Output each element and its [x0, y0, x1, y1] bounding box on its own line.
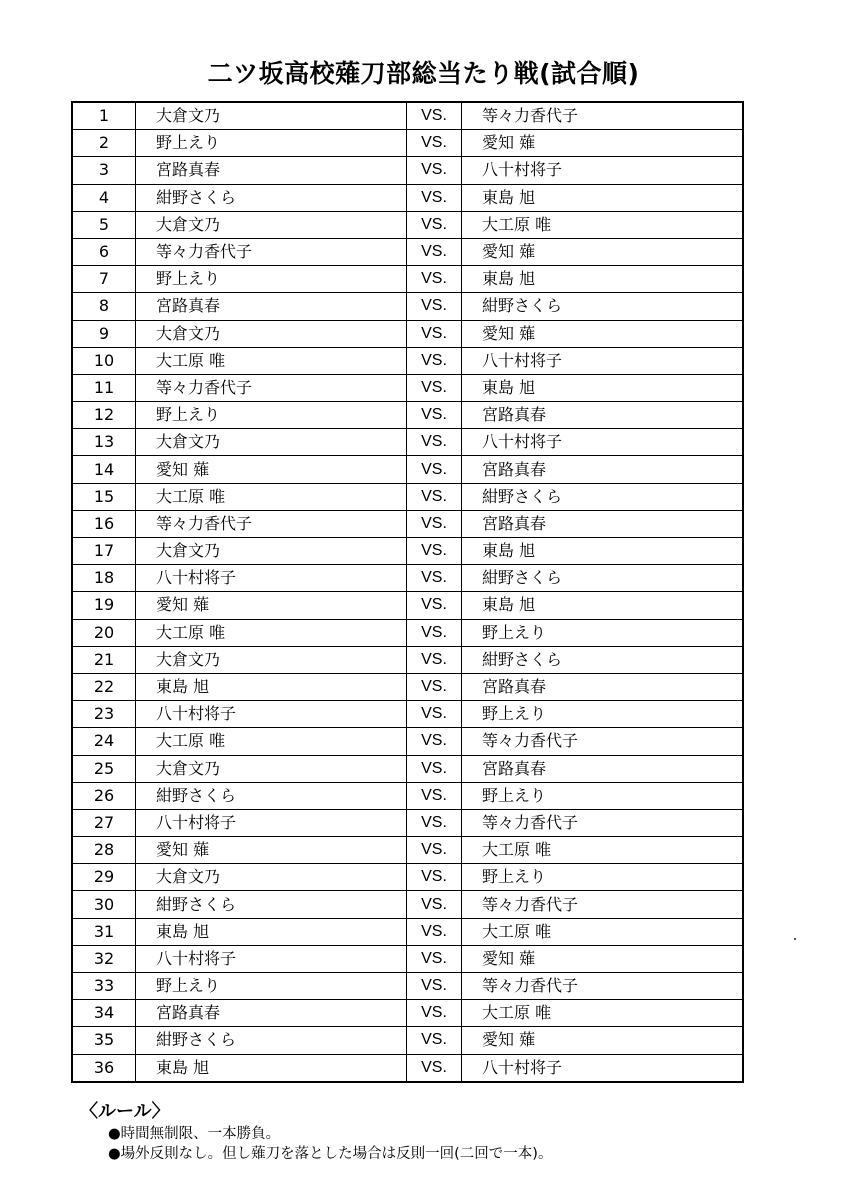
match-number: 2: [72, 130, 136, 157]
player-one-name: 宮路真春: [136, 157, 407, 184]
player-one-name: 紺野さくら: [136, 782, 407, 809]
table-row: [72, 755, 743, 782]
player-two-name: 愛知 薙: [462, 320, 744, 347]
player-one-name: 宮路真春: [136, 293, 407, 320]
player-one-name: 愛知 薙: [136, 592, 407, 619]
match-number: 33: [72, 973, 136, 1000]
match-number: 1: [72, 102, 136, 130]
table-row: [72, 184, 743, 211]
table-row: [72, 456, 743, 483]
vs-label: VS.: [407, 809, 462, 836]
vs-label: VS.: [407, 157, 462, 184]
player-two-name: 等々力香代子: [462, 891, 744, 918]
table-row: [72, 728, 743, 755]
player-two-name: 大工原 唯: [462, 1000, 744, 1027]
player-two-name: 紺野さくら: [462, 646, 744, 673]
match-number: 13: [72, 429, 136, 456]
match-schedule-body: [72, 102, 743, 1082]
player-two-name: 大工原 唯: [462, 211, 744, 238]
table-row: [72, 374, 743, 401]
match-number: 19: [72, 592, 136, 619]
table-row: [72, 809, 743, 836]
table-row: [72, 837, 743, 864]
rules-section: [80, 1100, 553, 1164]
match-number: 24: [72, 728, 136, 755]
vs-label: VS.: [407, 402, 462, 429]
table-row: [72, 293, 743, 320]
player-one-name: 宮路真春: [136, 1000, 407, 1027]
player-two-name: 愛知 薙: [462, 238, 744, 265]
match-number: 27: [72, 809, 136, 836]
player-one-name: 大倉文乃: [136, 429, 407, 456]
vs-label: VS.: [407, 456, 462, 483]
table-row: [72, 157, 743, 184]
match-number: 6: [72, 238, 136, 265]
table-row: [72, 565, 743, 592]
vs-label: VS.: [407, 592, 462, 619]
player-two-name: 宮路真春: [462, 402, 744, 429]
player-two-name: 東島 旭: [462, 374, 744, 401]
vs-label: VS.: [407, 701, 462, 728]
vs-label: VS.: [407, 510, 462, 537]
match-number: 25: [72, 755, 136, 782]
match-number: 30: [72, 891, 136, 918]
match-number: 22: [72, 673, 136, 700]
table-row: [72, 211, 743, 238]
player-two-name: 等々力香代子: [462, 728, 744, 755]
match-number: 32: [72, 945, 136, 972]
match-number: 21: [72, 646, 136, 673]
player-one-name: 東島 旭: [136, 918, 407, 945]
vs-label: VS.: [407, 1054, 462, 1082]
table-row: [72, 266, 743, 293]
vs-label: VS.: [407, 728, 462, 755]
match-schedule-table: [71, 101, 744, 1083]
vs-label: VS.: [407, 673, 462, 700]
table-row: [72, 918, 743, 945]
rule-item-time: ●時間無制限、一本勝負。: [108, 1126, 281, 1142]
vs-label: VS.: [407, 293, 462, 320]
match-number: 11: [72, 374, 136, 401]
player-two-name: 八十村将子: [462, 1054, 744, 1082]
vs-label: VS.: [407, 973, 462, 1000]
player-two-name: 大工原 唯: [462, 837, 744, 864]
table-row: [72, 130, 743, 157]
player-two-name: 野上えり: [462, 619, 744, 646]
match-number: 20: [72, 619, 136, 646]
vs-label: VS.: [407, 483, 462, 510]
player-two-name: 八十村将子: [462, 429, 744, 456]
table-row: [72, 673, 743, 700]
match-number: 35: [72, 1027, 136, 1054]
vs-label: VS.: [407, 565, 462, 592]
player-one-name: 等々力香代子: [136, 510, 407, 537]
match-number: 10: [72, 347, 136, 374]
player-two-name: 大工原 唯: [462, 918, 744, 945]
table-row: [72, 782, 743, 809]
match-number: 4: [72, 184, 136, 211]
player-one-name: 愛知 薙: [136, 837, 407, 864]
vs-label: VS.: [407, 646, 462, 673]
player-one-name: 大倉文乃: [136, 755, 407, 782]
vs-label: VS.: [407, 755, 462, 782]
vs-label: VS.: [407, 347, 462, 374]
match-number: 12: [72, 402, 136, 429]
player-two-name: 宮路真春: [462, 510, 744, 537]
vs-label: VS.: [407, 211, 462, 238]
player-two-name: 野上えり: [462, 864, 744, 891]
vs-label: VS.: [407, 837, 462, 864]
player-two-name: 愛知 薙: [462, 1027, 744, 1054]
match-number: 17: [72, 538, 136, 565]
player-two-name: 等々力香代子: [462, 973, 744, 1000]
table-row: [72, 891, 743, 918]
table-row: [72, 320, 743, 347]
vs-label: VS.: [407, 429, 462, 456]
table-row: [72, 1054, 743, 1082]
player-two-name: 東島 旭: [462, 538, 744, 565]
player-two-name: 八十村将子: [462, 157, 744, 184]
vs-label: VS.: [407, 945, 462, 972]
vs-label: VS.: [407, 102, 462, 130]
player-one-name: 大工原 唯: [136, 619, 407, 646]
player-one-name: 大倉文乃: [136, 646, 407, 673]
vs-label: VS.: [407, 1027, 462, 1054]
match-number: 9: [72, 320, 136, 347]
vs-label: VS.: [407, 918, 462, 945]
player-one-name: 野上えり: [136, 130, 407, 157]
table-row: [72, 402, 743, 429]
player-two-name: 東島 旭: [462, 266, 744, 293]
player-one-name: 大倉文乃: [136, 320, 407, 347]
table-row: [72, 619, 743, 646]
table-row: [72, 945, 743, 972]
vs-label: VS.: [407, 891, 462, 918]
table-row: [72, 483, 743, 510]
player-one-name: 野上えり: [136, 973, 407, 1000]
player-two-name: 紺野さくら: [462, 565, 744, 592]
table-row: [72, 701, 743, 728]
player-one-name: 東島 旭: [136, 1054, 407, 1082]
player-two-name: 等々力香代子: [462, 809, 744, 836]
match-number: 31: [72, 918, 136, 945]
table-row: [72, 538, 743, 565]
player-two-name: 野上えり: [462, 701, 744, 728]
vs-label: VS.: [407, 864, 462, 891]
match-number: 8: [72, 293, 136, 320]
rules-heading: 〈ルール〉: [80, 1101, 170, 1122]
player-one-name: 等々力香代子: [136, 374, 407, 401]
player-one-name: 大倉文乃: [136, 211, 407, 238]
table-row: [72, 646, 743, 673]
vs-label: VS.: [407, 130, 462, 157]
player-one-name: 大工原 唯: [136, 347, 407, 374]
player-one-name: 野上えり: [136, 402, 407, 429]
page-title: 二ツ坂高校薙刀部総当たり戦(試合順): [207, 59, 640, 88]
table-row: [72, 510, 743, 537]
vs-label: VS.: [407, 184, 462, 211]
table-row: [72, 864, 743, 891]
player-one-name: 東島 旭: [136, 673, 407, 700]
vs-label: VS.: [407, 374, 462, 401]
player-two-name: 愛知 薙: [462, 130, 744, 157]
vs-label: VS.: [407, 266, 462, 293]
player-two-name: 愛知 薙: [462, 945, 744, 972]
player-one-name: 紺野さくら: [136, 891, 407, 918]
match-number: 14: [72, 456, 136, 483]
player-one-name: 愛知 薙: [136, 456, 407, 483]
match-number: 36: [72, 1054, 136, 1082]
player-two-name: 紺野さくら: [462, 293, 744, 320]
player-two-name: 宮路真春: [462, 673, 744, 700]
player-one-name: 八十村将子: [136, 565, 407, 592]
match-number: 23: [72, 701, 136, 728]
player-two-name: 野上えり: [462, 782, 744, 809]
table-row: [72, 1000, 743, 1027]
match-number: 26: [72, 782, 136, 809]
player-one-name: 八十村将子: [136, 809, 407, 836]
player-two-name: 紺野さくら: [462, 483, 744, 510]
player-one-name: 紺野さくら: [136, 184, 407, 211]
player-two-name: 八十村将子: [462, 347, 744, 374]
table-row: [72, 429, 743, 456]
vs-label: VS.: [407, 320, 462, 347]
vs-label: VS.: [407, 619, 462, 646]
match-number: 5: [72, 211, 136, 238]
player-one-name: 大倉文乃: [136, 538, 407, 565]
rule-item-fouls: ●場外反則なし。但し薙刀を落とした場合は反則一回(二回で一本)。: [108, 1146, 553, 1162]
player-one-name: 大倉文乃: [136, 864, 407, 891]
player-one-name: 等々力香代子: [136, 238, 407, 265]
player-two-name: 東島 旭: [462, 592, 744, 619]
vs-label: VS.: [407, 538, 462, 565]
table-row: [72, 238, 743, 265]
table-row: [72, 973, 743, 1000]
player-two-name: 宮路真春: [462, 755, 744, 782]
match-number: 16: [72, 510, 136, 537]
player-two-name: 東島 旭: [462, 184, 744, 211]
player-one-name: 大工原 唯: [136, 483, 407, 510]
player-one-name: 紺野さくら: [136, 1027, 407, 1054]
table-row: [72, 592, 743, 619]
player-two-name: 宮路真春: [462, 456, 744, 483]
match-number: 15: [72, 483, 136, 510]
table-row: [72, 102, 743, 130]
match-number: 29: [72, 864, 136, 891]
player-one-name: 八十村将子: [136, 945, 407, 972]
match-number: 3: [72, 157, 136, 184]
player-one-name: 大工原 唯: [136, 728, 407, 755]
player-one-name: 野上えり: [136, 266, 407, 293]
match-number: 28: [72, 837, 136, 864]
match-number: 34: [72, 1000, 136, 1027]
vs-label: VS.: [407, 1000, 462, 1027]
player-two-name: 等々力香代子: [462, 102, 744, 130]
match-number: 7: [72, 266, 136, 293]
match-number: 18: [72, 565, 136, 592]
table-row: [72, 347, 743, 374]
table-row: [72, 1027, 743, 1054]
player-one-name: 大倉文乃: [136, 102, 407, 130]
vs-label: VS.: [407, 782, 462, 809]
player-one-name: 八十村将子: [136, 701, 407, 728]
stray-mark: [794, 938, 796, 940]
vs-label: VS.: [407, 238, 462, 265]
